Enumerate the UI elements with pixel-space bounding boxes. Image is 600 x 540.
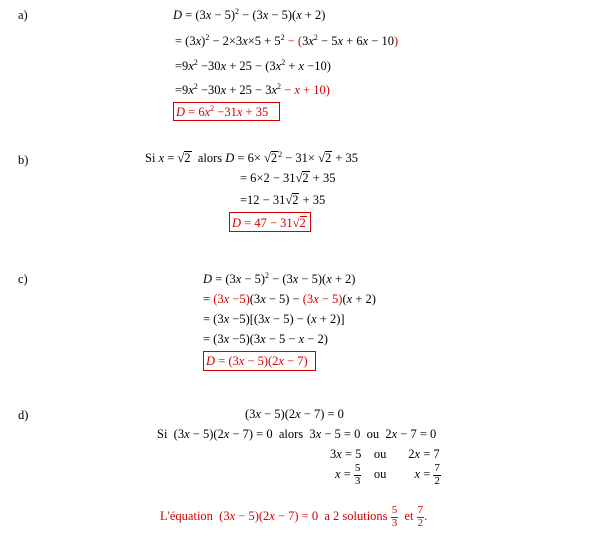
part-d-line-4: x = $\frac{5}{3}$ ou x = $\frac{7}{2}$ xyxy=(335,462,440,487)
part-b-line-2: = 6×2 − 31√2 + 35 xyxy=(240,171,336,185)
part-a-line-4: $=9x^2 -30x + 25 - 3x^2 - x + 10$) xyxy=(175,82,330,97)
part-c-line-4: = (3x −5)(3x − 5 − x − 2) xyxy=(203,332,328,346)
part-b-result: D = 47 − 31√2 xyxy=(232,216,306,230)
part-b-line-1: Si x = √2 alors $D = 6\times √2^2 - 31\times √2 + 35$ xyxy=(145,150,359,165)
part-a-line-3: $=9x^2 -30x + 25 - (3x^2 + x -10)$ xyxy=(175,58,331,73)
part-a-line-2: = $(3x)^2 - 2\times 3x\times 5 + 5^2 - (3x^2 - 5x + 6x - 10)$ xyxy=(175,33,399,48)
part-b-label: b) xyxy=(18,153,29,167)
part-a-result: $D = 6x^2 -31x + 35$ xyxy=(176,104,269,119)
part-c-label: c) xyxy=(18,272,28,286)
part-d-line-3: 3x = 5 ou 2x = 7 xyxy=(330,447,440,461)
part-d-conclusion: L'équation (3x − 5)(2x − 7) = 0 a 2 solutions $\frac{5}{3}$ et $\frac{7}{2}$ . xyxy=(160,504,428,529)
part-a-label: a) xyxy=(18,8,28,22)
part-d-label: d) xyxy=(18,408,29,422)
part-c-result: D = (3x − 5)(2x − 7) xyxy=(206,354,308,368)
part-c-line-1: $D = (3x - 5)^2 - (3x - 5)(x + 2)$ xyxy=(203,271,356,286)
part-c-line-2: = (3x −5)(3x − 5) − (3x − 5)(x + 2) xyxy=(203,292,376,306)
part-d-line-1: (3x − 5)(2x − 7) = 0 xyxy=(245,407,344,421)
part-a-line-1: $D = (3x - 5)^2 - (3x - 5)(x + 2)$ xyxy=(173,7,326,22)
part-c-line-3: = (3x −5)[(3x − 5) − (x + 2)] xyxy=(203,312,345,326)
part-d-line-2: Si (3x − 5)(2x − 7) = 0 alors 3x − 5 = 0 ou 2x − 7 = 0 xyxy=(157,427,437,441)
part-b-line-3: =12 − 31√2 + 35 xyxy=(240,193,326,207)
